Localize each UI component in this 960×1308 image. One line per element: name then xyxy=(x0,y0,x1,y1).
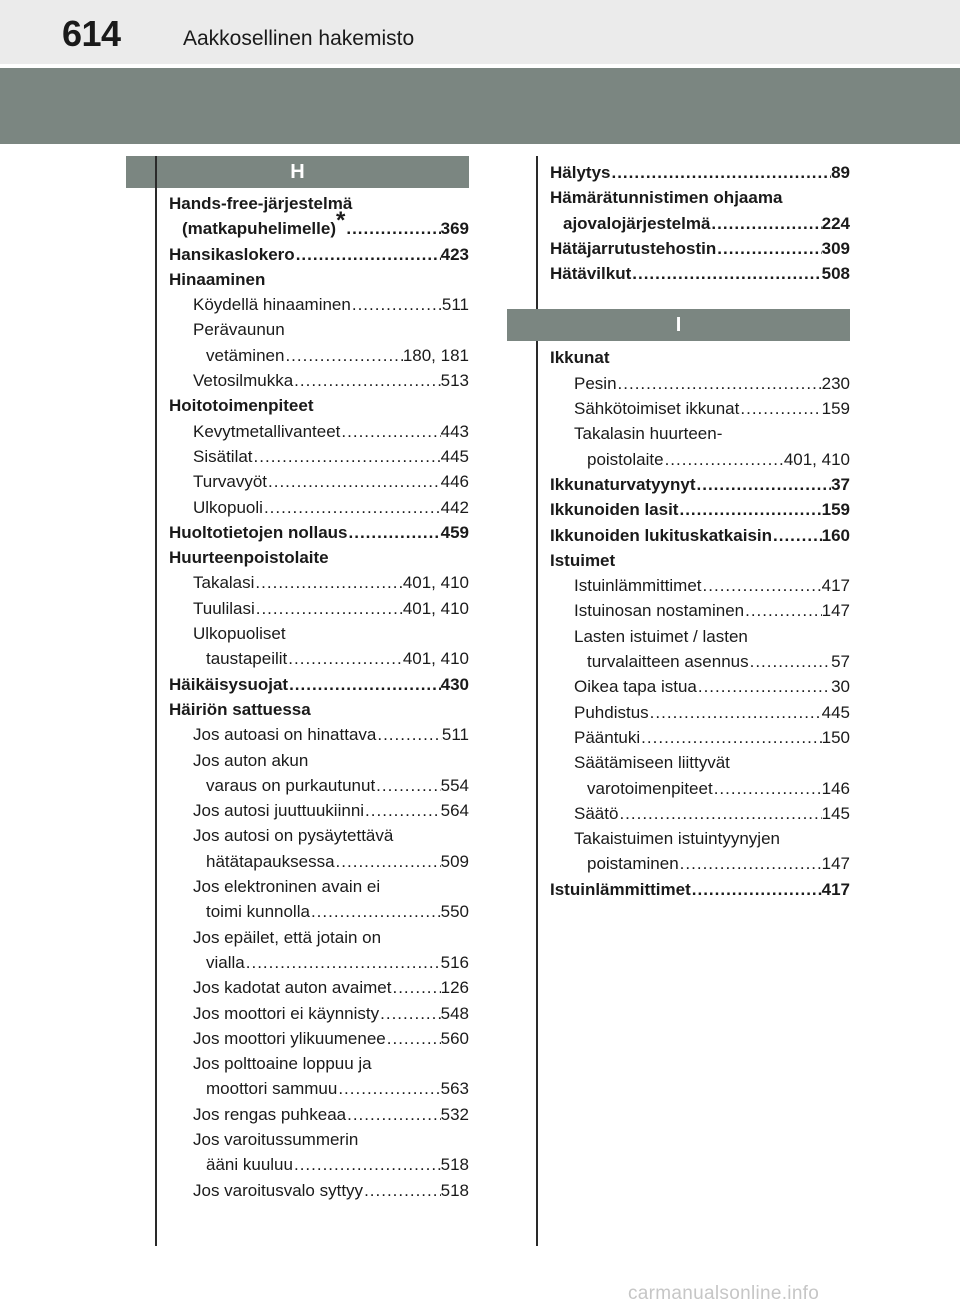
page-ref: 147 xyxy=(821,601,850,621)
page-ref: 513 xyxy=(440,371,469,391)
page-ref: 442 xyxy=(440,497,469,517)
index-subentry: Jos rengas puhkeaa ..... 532 xyxy=(169,1102,469,1127)
page-ref: 160 xyxy=(821,525,850,545)
page-ref: 150 xyxy=(821,727,850,747)
page-ref: 445 xyxy=(440,446,469,466)
index-subentry: poistaminen ..... 147 xyxy=(550,851,850,876)
page-ref: 511 xyxy=(441,295,469,315)
page-ref: 516 xyxy=(440,952,469,972)
page-ref: 518 xyxy=(440,1180,469,1200)
section-letter-i: I xyxy=(507,309,850,341)
index-entry: Hands-free-järjestelmä xyxy=(169,194,353,213)
page-ref: 159 xyxy=(821,399,850,419)
index-subentry: turvalaitteen asennus ..... 57 xyxy=(550,649,850,674)
watermark-text[interactable]: carmanualsonline.info xyxy=(628,1283,820,1304)
page-ref: 126 xyxy=(440,978,469,998)
page-ref: 550 xyxy=(440,902,469,922)
index-subentry: varotoimenpiteet ..... 146 xyxy=(550,776,850,801)
index-subentry: Jos epäilet, että jotain on xyxy=(193,927,382,947)
index-subentry: Kevytmetallivanteet ..... 443 xyxy=(169,419,469,444)
index-subentry: ääni kuuluu ..... 518 xyxy=(169,1152,469,1177)
page-ref: 401, 410 xyxy=(402,573,469,593)
page-ref: 430 xyxy=(440,674,469,694)
index-subentry: Jos varoitussummerin xyxy=(193,1129,359,1149)
index-column-left xyxy=(126,156,469,1200)
page-ref: 548 xyxy=(440,1003,469,1023)
index-subentry: Perävaunun xyxy=(193,320,285,340)
index-subentry: Jos moottori ylikuumenee ..... 560 xyxy=(169,1026,469,1051)
index-subentry: Lasten istuimet / lasten xyxy=(574,626,748,646)
index-entries-h xyxy=(169,191,469,1203)
index-entry: Häikäisysuojat ..... 430 xyxy=(169,672,469,697)
index-entry: Ikkunoiden lasit ..... 159 xyxy=(550,497,850,522)
index-subentry: Sähkötoimiset ikkunat ..... 159 xyxy=(550,396,850,421)
page-ref: 89 xyxy=(831,163,850,182)
page-ref: 443 xyxy=(440,421,469,441)
page-ref: 30 xyxy=(831,677,850,697)
index-subentry: Sisätilat ..... 445 xyxy=(169,444,469,469)
index-subentry: Istuinlämmittimet ..... 417 xyxy=(550,573,850,598)
index-entry: Istuinlämmittimet ..... 417 xyxy=(550,877,850,902)
index-entry: Hansikaslokero ..... 423 xyxy=(169,242,469,267)
column-rule xyxy=(155,156,157,1246)
page-ref: 459 xyxy=(440,522,469,542)
page-number: 614 xyxy=(62,13,121,54)
index-subentry: taustapeilit ..... 401, 410 xyxy=(169,646,469,671)
index-subentry: Pääntuki ..... 150 xyxy=(550,725,850,750)
index-subentry: poistolaite ..... 401, 410 xyxy=(550,447,850,472)
page-ref: 224 xyxy=(821,213,850,233)
index-subentry: moottori sammuu ..... 563 xyxy=(169,1076,469,1101)
index-subentry: hätätapauksessa ..... 509 xyxy=(169,849,469,874)
index-entry: Häiriön sattuessa xyxy=(169,699,311,719)
page-ref: 57 xyxy=(831,652,850,672)
page-ref: 563 xyxy=(440,1079,469,1099)
index-subentry: Jos elektroninen avain ei xyxy=(193,877,381,897)
header-band xyxy=(0,68,960,144)
index-entry: ajovalojärjestelmä ..... 224 xyxy=(550,211,850,236)
page-ref: 518 xyxy=(440,1155,469,1175)
index-entry: Huurteenpoistolaite xyxy=(169,548,329,568)
page-ref: 423 xyxy=(440,244,469,264)
page-ref: 401, 410 xyxy=(402,649,469,669)
index-subentry: Jos moottori ei käynnisty ..... 548 xyxy=(169,1001,469,1026)
index-entries-h-continued xyxy=(550,160,850,902)
index-subentry: varaus on purkautunut ..... 554 xyxy=(169,773,469,798)
index-entry: Hämärätunnistimen ohjaama xyxy=(550,188,783,208)
index-subentry: Ulkopuoli ..... 442 xyxy=(169,495,469,520)
index-subentry: Jos polttoaine loppuu ja xyxy=(193,1054,372,1074)
index-entry: Hinaaminen xyxy=(169,269,266,289)
page-ref: 532 xyxy=(440,1104,469,1124)
page-header xyxy=(0,0,960,64)
asterisk-mark: * xyxy=(336,207,346,235)
index-subentry: Jos autosi on pysäytettävä xyxy=(193,826,394,846)
index-subentry: Säätämiseen liittyvät xyxy=(574,753,730,773)
page-ref: 417 xyxy=(821,576,850,596)
index-subentry: Jos autosi juuttuukiinni ..... 564 xyxy=(169,798,469,823)
index-subentry: Pesin ..... 230 xyxy=(550,371,850,396)
page-ref: 159 xyxy=(821,500,850,520)
index-subentry: vialla ..... 516 xyxy=(169,950,469,975)
index-subentry: vetäminen ..... 180, 181 xyxy=(169,343,469,368)
page-ref: 511 xyxy=(441,725,469,745)
index-entry: (matkapuhelimelle)* ..... 369 xyxy=(169,216,469,241)
index-subentry: Köydellä hinaaminen ..... 511 xyxy=(169,292,469,317)
index-subentry: Ulkopuoliset xyxy=(193,624,286,644)
page-ref: 445 xyxy=(821,702,850,722)
index-subentry: Takaistuimen istuintyynyjen xyxy=(574,829,780,849)
page-ref: 230 xyxy=(821,373,850,393)
page-ref: 146 xyxy=(821,778,850,798)
page-ref: 147 xyxy=(821,854,850,874)
index-subentry: Puhdistus ..... 445 xyxy=(550,700,850,725)
page-ref: 554 xyxy=(440,775,469,795)
index-subentry: Takalasin huurteen- xyxy=(574,424,723,444)
index-entry: Istuimet xyxy=(550,550,616,570)
page-ref: 37 xyxy=(831,474,850,494)
index-subentry: Jos auton akun xyxy=(193,750,309,770)
index-subentry: Turvavyöt ..... 446 xyxy=(169,469,469,494)
page-ref: 509 xyxy=(440,851,469,871)
page-ref: 508 xyxy=(821,264,850,284)
page-ref: 180, 181 xyxy=(402,345,469,365)
index-entry: Hoitotoimenpiteet xyxy=(169,396,314,416)
page-ref: 145 xyxy=(821,803,850,823)
index-entry: Hätävilkut ..... 508 xyxy=(550,261,850,286)
page-ref: 446 xyxy=(440,472,469,492)
page-ref: 564 xyxy=(440,801,469,821)
page-ref: 309 xyxy=(821,238,850,258)
index-entry: Hälytys ..... 89 xyxy=(550,160,850,185)
index-entry: Ikkunaturvatyynyt ..... 37 xyxy=(550,472,850,497)
index-subentry: Tuulilasi ..... 401, 410 xyxy=(169,596,469,621)
page-title: Aakkosellinen hakemisto xyxy=(183,27,415,50)
index-subentry: Jos varoitusvalo syttyy ..... 518 xyxy=(169,1178,469,1203)
page-ref: 560 xyxy=(440,1028,469,1048)
page-ref: 401, 410 xyxy=(402,598,469,618)
page-ref: 401, 410 xyxy=(783,449,850,469)
page-ref: 417 xyxy=(821,879,850,899)
index-subentry: Takalasi ..... 401, 410 xyxy=(169,570,469,595)
index-subentry: Jos kadotat auton avaimet ..... 126 xyxy=(169,975,469,1000)
index-entry: Hätäjarrutustehostin ..... 309 xyxy=(550,236,850,261)
index-subentry: Säätö ..... 145 xyxy=(550,801,850,826)
index-subentry: toimi kunnolla ..... 550 xyxy=(169,899,469,924)
index-subentry: Vetosilmukka ..... 513 xyxy=(169,368,469,393)
page-ref: 369 xyxy=(440,219,469,239)
index-entry: Ikkunat xyxy=(550,348,610,368)
index-entry: Huoltotietojen nollaus ..... 459 xyxy=(169,520,469,545)
index-subentry: Istuinosan nostaminen ..... 147 xyxy=(550,598,850,623)
index-subentry: Oikea tapa istua ..... 30 xyxy=(550,674,850,699)
section-letter-h: H xyxy=(126,156,469,188)
index-subentry: Jos autoasi on hinattava ..... 511 xyxy=(169,722,469,747)
index-entry: Ikkunoiden lukituskatkaisin ..... 160 xyxy=(550,523,850,548)
